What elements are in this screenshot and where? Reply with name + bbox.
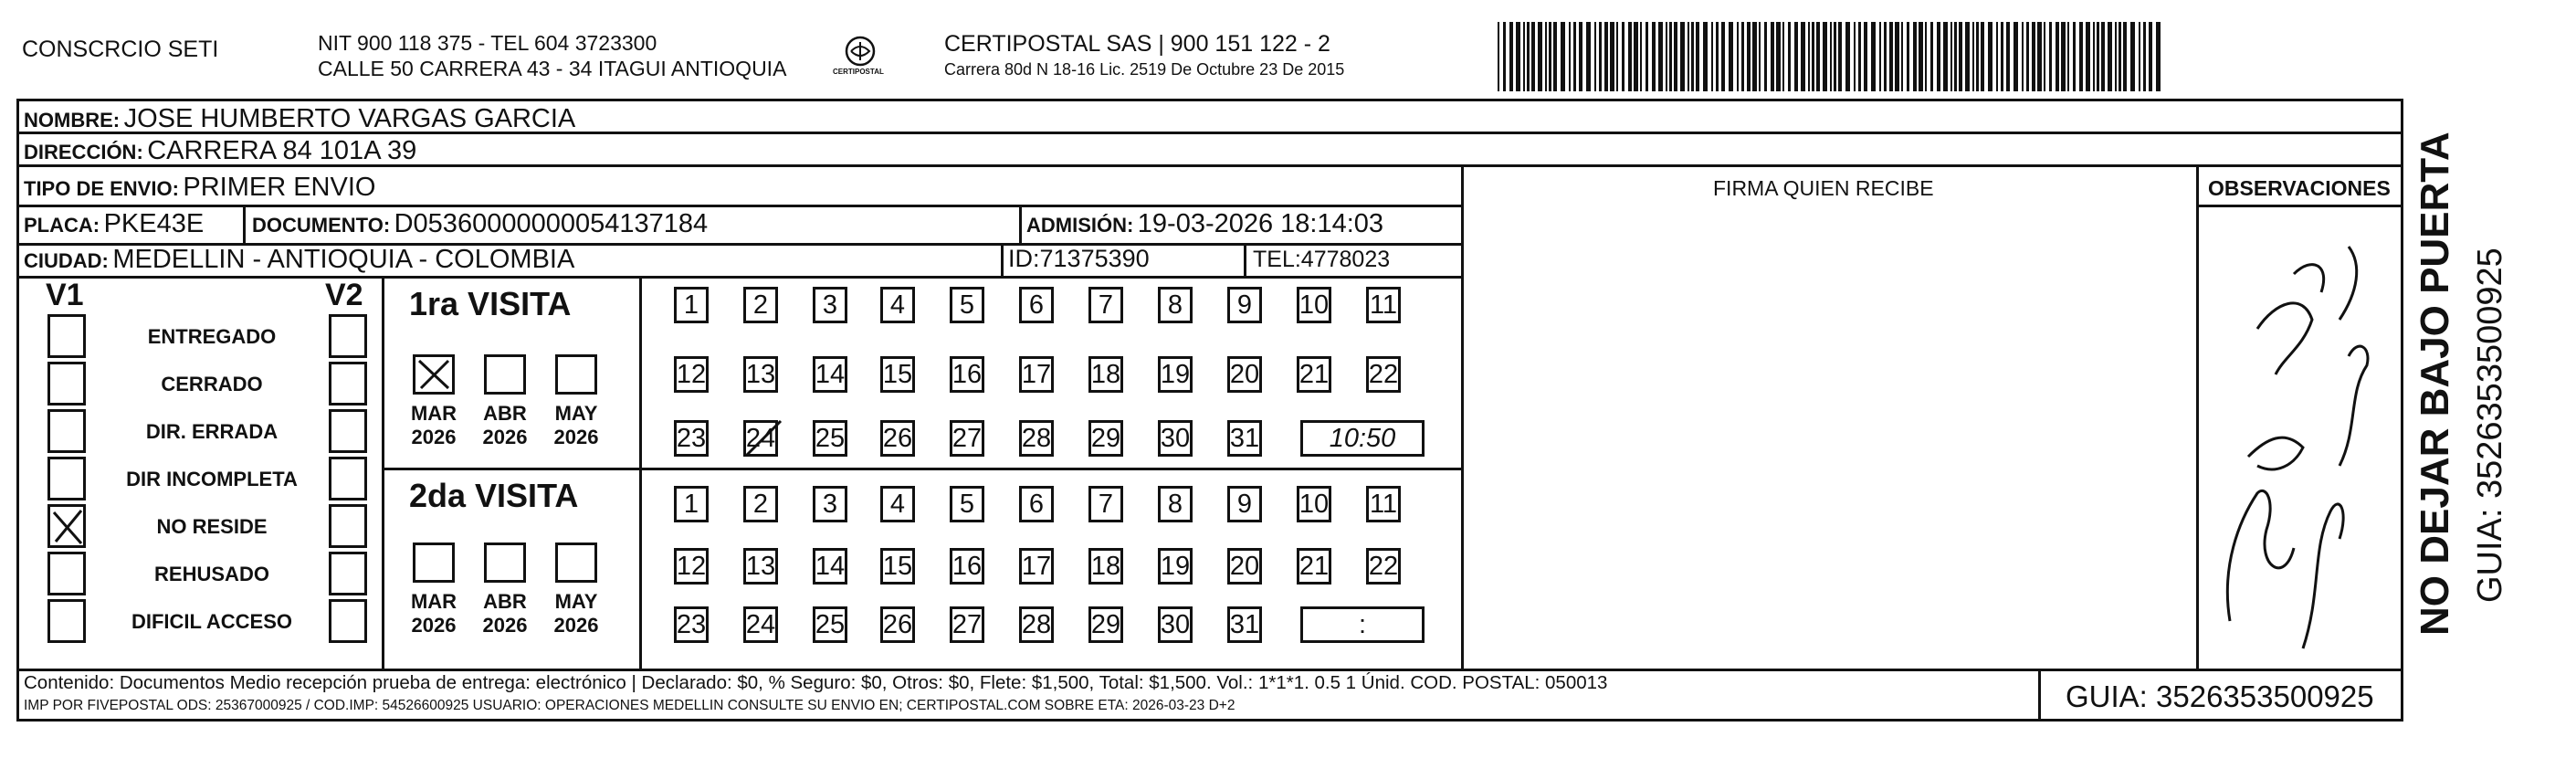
month-year: 2026 [553,614,599,637]
v1-checkbox[interactable] [47,552,86,595]
barcode-bar [1553,22,1557,91]
day-box[interactable]: 15 [880,548,915,585]
barcode-bar [1711,22,1713,91]
time-box[interactable]: : [1300,606,1425,643]
barcode-bar [1549,22,1551,91]
v1-checkbox[interactable] [47,409,86,453]
barcode-bar [1776,22,1781,91]
day-box[interactable]: 24 [743,420,778,457]
month-checkbox[interactable] [413,543,455,583]
tel-value: 4778023 [1300,247,1391,272]
id-row [1008,245,1150,273]
barcode-bar [1523,22,1525,91]
ciudad-row [24,245,574,275]
month-checkbox[interactable] [484,543,526,583]
barcode-bar [1895,22,1899,91]
guia-vertical: GUIA: 3526353500925 [2471,248,2509,603]
barcode-bar [1703,22,1708,91]
barcode-bar [1573,22,1576,91]
day-box[interactable]: 19 [1158,548,1193,585]
direccion-row [24,136,416,166]
status-label: REHUSADO [154,563,269,585]
barcode-bar [2013,22,2018,91]
day-box[interactable]: 7 [1088,287,1123,323]
barcode-bar [1913,22,1917,91]
tipo-row [24,173,375,203]
barcode-bar [1871,22,1876,91]
barcode-bar [1996,22,1998,91]
day-box[interactable]: 23 [674,606,709,643]
barcode-bar [1599,22,1602,91]
v1-checkbox[interactable] [47,362,86,406]
sender-name: CONSCRCIO SETI [22,37,219,62]
day-box[interactable]: 2 [743,287,778,323]
day-box[interactable]: 26 [880,606,915,643]
barcode-bar [2001,22,2003,91]
barcode-bar [1889,22,1893,91]
day-box[interactable]: 19 [1158,356,1193,393]
month-checkbox[interactable] [555,354,597,395]
day-box[interactable]: 11 [1366,486,1401,522]
barcode-bar [1628,22,1632,91]
status-label: ENTREGADO [147,325,277,348]
month-year: 2026 [411,614,457,637]
barcode-bar [2022,22,2024,91]
placa-row [24,209,204,239]
v1-checkbox[interactable] [47,314,86,358]
firma-label: FIRMA QUIEN RECIBE [1713,176,1934,200]
barcode-bar [2115,22,2117,91]
barcode-bar [2037,22,2042,91]
barcode-bar [1729,22,1733,91]
barcode-bar [1816,22,1820,91]
barcode-bar [1691,22,1694,91]
barcode-bar [1794,22,1798,91]
barcode-bar [1930,22,1933,91]
admision-row [1026,209,1383,239]
carrier-name: CERTIPOSTAL SAS | 900 151 122 - 2 [944,31,1330,57]
barcode-bar [1954,22,1957,91]
barcode-bar [1823,22,1827,91]
barcode-bar [2061,22,2066,91]
barcode-bar [1666,22,1667,91]
month-name: ABR [483,590,527,613]
direccion-label: DIRECCIÓN: [24,141,143,163]
barcode-bar [1808,22,1810,91]
day-box[interactable]: 27 [950,420,984,457]
day-box[interactable]: 26 [880,420,915,457]
v1-checkbox[interactable] [47,599,86,643]
barcode-bar [2032,22,2035,91]
barcode-bar [2079,22,2083,91]
barcode-bar [1988,22,1992,91]
admision-value: 19-03-2026 18:14:03 [1137,209,1384,238]
barcode-bar [1771,22,1774,91]
day-box[interactable]: 8 [1158,287,1193,323]
day-box[interactable]: 4 [880,287,915,323]
day-box[interactable]: 5 [950,486,984,522]
barcode-bar [1959,22,1962,91]
barcode-bar [2073,22,2076,91]
barcode-bar [1864,22,1867,91]
day-box[interactable]: 10 [1297,486,1331,522]
month-year: 2026 [553,426,599,448]
barcode-bar [1586,22,1591,91]
barcode-bar [2093,22,2095,91]
month-year: 2026 [482,614,528,637]
admision-label: ADMISIÓN: [1026,214,1134,237]
documento-label: DOCUMENTO: [252,214,391,237]
status-label: DIR INCOMPLETA [126,468,298,490]
barcode-bar [1972,22,1974,91]
day-box[interactable]: 15 [880,356,915,393]
barcode-bar [1645,22,1648,91]
barcode-bar [1937,22,1940,91]
barcode-bar [1854,22,1856,91]
day-box[interactable]: 1 [674,486,709,522]
day-box[interactable]: 16 [950,356,984,393]
month-name: MAR [410,590,457,613]
status-label: CERRADO [161,373,263,395]
month-label [544,590,608,637]
logo-text: CERTIPOSTAL [833,68,884,76]
barcode-bar [1838,22,1842,91]
barcode-bar [1674,22,1677,91]
footer-imp: IMP POR FIVEPOSTAL ODS: 25367000925 / COD.IMP: 54526600925 USUARIO: OPERACIONES MEDELLIN CONSULTE SU ENVIO EN; CERTIPOSTAL.COM SOBRE ETA: 2026-03-23 D+2 [24,698,1235,713]
day-box[interactable]: 24 [743,606,778,643]
barcode-bar [1919,22,1923,91]
status-label: NO RESIDE [156,515,268,538]
day-box[interactable]: 6 [1019,486,1054,522]
day-box[interactable]: 28 [1019,420,1054,457]
day-box[interactable]: 14 [813,548,847,585]
certipostal-logo [833,33,888,84]
day-box[interactable]: 7 [1088,486,1123,522]
barcode-bar [2143,22,2146,91]
ciudad-value: MEDELLIN - ANTIOQUIA - COLOMBIA [112,245,575,274]
barcode-bar [1634,22,1638,91]
v1-label: V1 [46,278,84,312]
day-box[interactable]: 22 [1366,548,1401,585]
v2-checkbox[interactable] [329,552,367,595]
barcode-bar [1925,22,1927,91]
v2-checkbox[interactable] [329,314,367,358]
barcode-bar [2044,22,2045,91]
barcode-bar [1652,22,1656,91]
day-box[interactable]: 29 [1088,420,1123,457]
sender-nit: NIT 900 118 375 - TEL 604 3723300 [318,31,657,55]
barcode-bar [1503,22,1506,91]
barcode-bar [1845,22,1850,91]
day-box[interactable]: 18 [1088,356,1123,393]
barcode-bar [1604,22,1608,91]
day-box[interactable]: 14 [813,356,847,393]
day-box[interactable]: 31 [1227,420,1262,457]
time-box[interactable]: 10:50 [1300,420,1425,457]
month-year: 2026 [411,426,457,448]
v2-checkbox[interactable] [329,457,367,500]
barcode-bar [2086,22,2090,91]
barcode-bar [1764,22,1767,91]
day-box[interactable]: 6 [1019,287,1054,323]
v2-checkbox[interactable] [329,504,367,548]
ciudad-label: CIUDAD: [24,249,109,272]
barcode-bar [1884,22,1887,91]
barcode-bar [1721,22,1725,91]
v1-checkbox[interactable] [47,457,86,500]
tipo-value: PRIMER ENVIO [183,173,376,202]
day-box[interactable]: 12 [674,356,709,393]
barcode-bar [1680,22,1685,91]
day-box[interactable]: 29 [1088,606,1123,643]
day-box[interactable]: 27 [950,606,984,643]
barcode-bar [2149,22,2152,91]
day-box[interactable]: 2 [743,486,778,522]
no-dejar-warning: NO DEJAR BAJO PUERTA [2413,132,2457,636]
carrier-license: Carrera 80d N 18-16 Lic. 2519 De Octubre 23 De 2015 [944,60,1345,79]
day-box[interactable]: 9 [1227,486,1262,522]
barcode-bar [1561,22,1565,91]
day-box[interactable]: 22 [1366,356,1401,393]
day-box[interactable]: 9 [1227,287,1262,323]
day-box[interactable]: 12 [674,548,709,585]
sender-address: CALLE 50 CARRERA 43 - 34 ITAGUI ANTIOQUIA [318,57,787,80]
status-label: DIR. ERRADA [145,420,279,443]
day-box[interactable]: 23 [674,420,709,457]
tel-label: TEL: [1253,247,1301,272]
footer-guia: GUIA: 3526353500925 [2066,679,2374,713]
month-label [544,402,608,449]
day-box[interactable]: 10 [1297,287,1331,323]
barcode-bar [1594,22,1596,91]
barcode-bar [1579,22,1582,91]
day-box[interactable]: 21 [1297,548,1331,585]
barcode-bar [2049,22,2052,91]
month-checkbox[interactable] [413,354,455,395]
barcode-bar [2108,22,2112,91]
v2-checkbox[interactable] [329,362,367,406]
day-box[interactable]: 30 [1158,606,1193,643]
barcode-bar [1907,22,1909,91]
day-mark [741,419,786,459]
barcode-bar [1616,22,1618,91]
barcode-bar [1545,22,1547,91]
nombre-value: JOSE HUMBERTO VARGAS GARCIA [123,104,576,133]
second-visit-title: 2da VISITA [409,477,579,514]
barcode-bar [1747,22,1751,91]
month-name: MAY [554,590,598,613]
barcode-bar [2130,22,2135,91]
barcode-bar [2139,22,2140,91]
day-box[interactable]: 8 [1158,486,1193,522]
day-box[interactable]: 11 [1366,287,1401,323]
direccion-value: CARRERA 84 101A 39 [147,136,417,165]
barcode-bar [1981,22,1984,91]
v2-label: V2 [325,278,363,312]
barcode-bar [1741,22,1744,91]
day-box[interactable]: 25 [813,420,847,457]
barcode-bar [1696,22,1699,91]
placa-label: PLACA: [24,214,100,237]
barcode-bar [1782,22,1784,91]
barcode-bar [2123,22,2127,91]
first-visit-title: 1ra VISITA [409,285,572,322]
barcode-bar [1498,22,1499,91]
month-checkbox[interactable] [484,354,526,395]
barcode-bar [1830,22,1832,91]
day-box[interactable]: 5 [950,287,984,323]
barcode-bar [1950,22,1952,91]
day-box[interactable]: 13 [743,356,778,393]
documento-value: D05360000000054137184 [394,209,709,238]
barcode-bar [2156,22,2161,91]
barcode-bar [1516,22,1520,91]
barcode-bar [2119,22,2121,91]
barcode-bar [1812,22,1814,91]
month-checkbox[interactable] [555,543,597,583]
barcode-bar [1569,22,1571,91]
id-value: 71375390 [1039,245,1150,272]
day-box[interactable]: 16 [950,548,984,585]
barcode-bar [1531,22,1535,91]
observaciones-label: OBSERVACIONES [2208,176,2391,200]
barcode-bar [1538,22,1542,91]
barcode-bar [1834,22,1836,91]
barcode [1498,22,2164,91]
barcode-bar [2006,22,2010,91]
month-name: ABR [483,402,527,425]
footer-contenido: Contenido: Documentos Medio recepción prueba de entrega: electrónico | Declarado: $0, % Seguro: $0, Otros: $0, Flete: $1,500, Total: $1,500. Vol.: 1*1*1. 0.5 1 Únid. COD. POSTAL: 050013 [24,672,1608,693]
month-label [402,590,466,637]
day-box[interactable]: 4 [880,486,915,522]
barcode-bar [1965,22,1970,91]
day-box[interactable]: 30 [1158,420,1193,457]
barcode-bar [1610,22,1614,91]
day-box[interactable]: 17 [1019,356,1054,393]
day-box[interactable]: 20 [1227,548,1262,585]
id-label: ID: [1008,245,1040,272]
barcode-bar [1622,22,1624,91]
barcode-bar [1658,22,1663,91]
documento-row [252,209,708,239]
barcode-bar [1858,22,1861,91]
month-name: MAY [554,402,598,425]
placa-value: PKE43E [103,209,205,238]
day-box[interactable]: 25 [813,606,847,643]
barcode-bar [2026,22,2029,91]
day-box[interactable]: 18 [1088,548,1123,585]
barcode-bar [1716,22,1719,91]
tel-row [1253,247,1390,273]
day-box[interactable]: 17 [1019,548,1054,585]
month-label [473,402,537,449]
handwritten-observations [2203,219,2385,667]
barcode-bar [1801,22,1805,91]
barcode-bar [1901,22,1903,91]
barcode-bar [1788,22,1791,91]
day-box[interactable]: 3 [813,287,847,323]
day-box[interactable]: 3 [813,486,847,522]
month-label [402,402,466,449]
barcode-bar [2097,22,2099,91]
day-box[interactable]: 28 [1019,606,1054,643]
day-box[interactable]: 13 [743,548,778,585]
month-name: MAR [410,402,457,425]
barcode-bar [1669,22,1672,91]
barcode-bar [1879,22,1881,91]
barcode-bar [1527,22,1530,91]
barcode-bar [1509,22,1513,91]
barcode-bar [2056,22,2059,91]
barcode-bar [2101,22,2105,91]
day-box[interactable]: 20 [1227,356,1262,393]
barcode-bar [1759,22,1761,91]
v2-checkbox[interactable] [329,409,367,453]
barcode-bar [1737,22,1739,91]
v1-checkbox[interactable] [47,504,86,548]
barcode-bar [2067,22,2069,91]
nombre-row [24,104,575,134]
month-label [473,590,537,637]
barcode-bar [1752,22,1757,91]
day-box[interactable]: 21 [1297,356,1331,393]
status-label: DIFICIL ACCESO [131,610,292,633]
barcode-bar [1976,22,1979,91]
barcode-bar [1688,22,1689,91]
nombre-label: NOMBRE: [24,109,121,132]
tipo-label: TIPO DE ENVIO: [24,177,179,200]
barcode-bar [1640,22,1642,91]
day-box[interactable]: 31 [1227,606,1262,643]
barcode-bar [1943,22,1948,91]
day-box[interactable]: 1 [674,287,709,323]
month-year: 2026 [482,426,528,448]
v2-checkbox[interactable] [329,599,367,643]
